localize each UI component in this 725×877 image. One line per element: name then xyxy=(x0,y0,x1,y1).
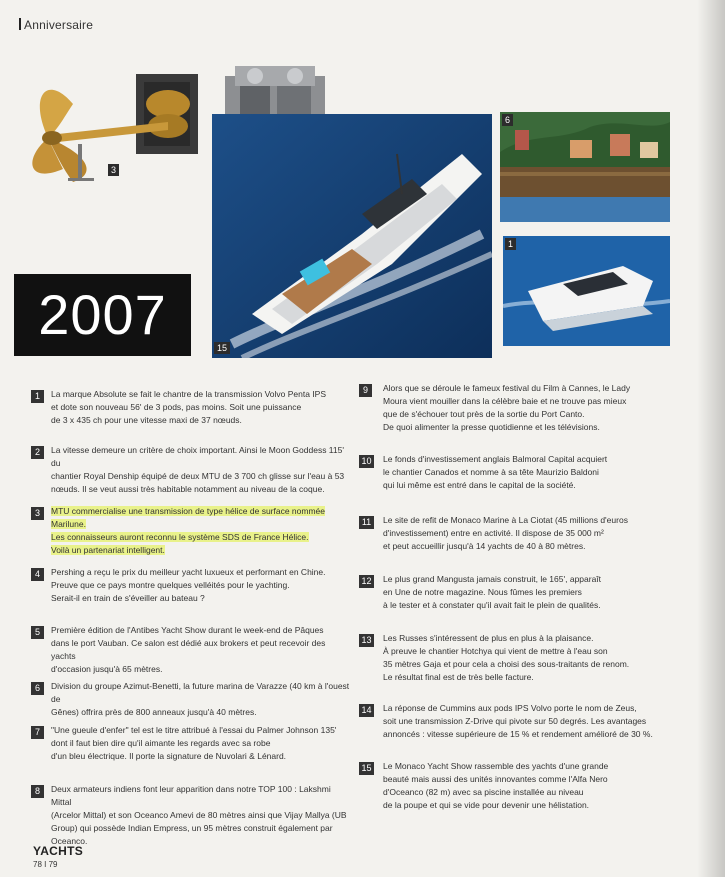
image-badge: 3 xyxy=(108,164,119,176)
image-badge: 1 xyxy=(505,238,516,250)
item-number: 3 xyxy=(31,507,44,520)
item-text: La marque Absolute se fait le chantre de la transmission Volvo Penta IPS et dote son nouveau 56' de 3 pods, pas moins. Soit une puissance de 3 x 435 ch pour une vitesse maxi de 37 nœuds. xyxy=(51,389,326,425)
section-label: Anniversaire xyxy=(19,18,93,32)
item-number: 2 xyxy=(31,446,44,459)
item-text: Division du groupe Azimut-Benetti, la future marina de Varazze (40 km à l'ouest de Gênes) offrira près de 800 anneaux jusqu'à 40 mètres. xyxy=(51,681,350,717)
item-number: 10 xyxy=(359,455,374,468)
propeller-image xyxy=(18,64,198,194)
item-number: 15 xyxy=(359,762,374,775)
item-number: 1 xyxy=(31,390,44,403)
item-number: 11 xyxy=(359,516,374,529)
yacht-aerial-image xyxy=(212,114,492,358)
item-text: Alors que se déroule le fameux festival du Film à Cannes, le Lady Moura vient mouiller dans la célèbre baie et ne trouve pas mieux que de s'échouer tout près de la sortie du Port Canto. De quoi alimenter la presse quotidienne et les télévisions. xyxy=(383,383,631,432)
item-number: 7 xyxy=(31,726,44,739)
item-number: 14 xyxy=(359,704,374,717)
item-text: Les Russes s'intéressent de plus en plus à la plaisance. À preuve le chantier Hotchya qui vient de mettre à l'eau son 35 mètres Gaja et pour cela a choisi des sous-traitants de renom. Le résultat final est de très belle facture. xyxy=(383,633,630,682)
image-badge: 15 xyxy=(214,342,230,354)
item-text: Deux armateurs indiens font leur apparition dans notre TOP 100 : Lakshmi Mittal (Arcelor Mittal) et son Oceanco Amevi de 80 mètres ainsi que Vijay Mallya (UB Group) qui possède Indian Empress, un 95 mètres construit également par Oceanco. xyxy=(51,784,347,846)
item-text: Le site de refit de Monaco Marine à La Ciotat (45 millions d'euros d'investissement) entre en activité. Il dispose de 35 000 m² et peut accueillir jusqu'à 14 yachts de 40 à 80 mètres. xyxy=(383,515,628,551)
magazine-brand: YACHTS xyxy=(33,844,84,858)
item-text: Pershing a reçu le prix du meilleur yacht luxueux et performant en Chine. Preuve que ce pays montre quelques velléités pour le yachting. Serait-il en train de s'éveiller au bateau ? xyxy=(51,567,326,603)
item-text: Première édition de l'Antibes Yacht Show durant le week-end de Pâques dans le port Vauban. Ce salon est dédié aux brokers et peut recevoir des yachts d'occasion jusqu'à 65 mètres. xyxy=(51,625,326,674)
item-number: 13 xyxy=(359,634,374,647)
item-text: Le plus grand Mangusta jamais construit, le 165', apparaît en Une de notre magazine. Nous fûmes les premiers à le tester et à constater qu'il avait fait le plein de qualités. xyxy=(383,574,602,610)
item-number: 4 xyxy=(31,568,44,581)
image-badge: 6 xyxy=(502,114,513,126)
year-heading: 2007 xyxy=(14,274,191,356)
item-number: 5 xyxy=(31,626,44,639)
item-text: Le fonds d'investissement anglais Balmoral Capital acquiert le chantier Canados et nomme à sa tête Maurizio Baldoni qui lui même est entré dans le capital de la société. xyxy=(383,454,608,490)
speedboat-image xyxy=(503,236,670,346)
item-text: "Une gueule d'enfer" tel est le titre attribué à l'essai du Palmer Johnson 135' dont il faut bien dire qu'il aimante les regards avec sa robe d'un bleu électrique. Il porte la signature de Nuvolari & Lénard. xyxy=(51,725,337,761)
item-number: 9 xyxy=(359,384,372,397)
item-number: 12 xyxy=(359,575,374,588)
marina-villa-image xyxy=(500,112,670,222)
item-text: MTU commercialise une transmission de type hélice de surface nommée Marilune. Les connaisseurs auront reconnu le système SDS de France Hélice. Voilà un partenariat intelligent. xyxy=(51,506,326,555)
item-text: La réponse de Cummins aux pods IPS Volvo porte le nom de Zeus, soit une transmission Z-Drive qui pivote sur 50 degrés. Les avantages annoncés : vitesse supérieure de 15 % et rendement amélioré de 30 %. xyxy=(383,703,653,739)
page-numbers: 78 I 79 xyxy=(33,860,58,869)
item-text: La vitesse demeure un critère de choix important. Ainsi le Moon Goddess 115' du chantier Royal Denship équipé de deux MTU de 3 700 ch glisse sur l'eau à 53 nœuds. Il se veut aussi très habitable notamment au niveau de la coque. xyxy=(51,445,345,494)
item-number: 6 xyxy=(31,682,44,695)
item-number: 8 xyxy=(31,785,44,798)
item-text: Le Monaco Yacht Show rassemble des yachts d'une grande beauté mais aussi des unités innovantes comme l'Alfa Nero d'Oceanco (82 m) avec sa piscine installée au niveau de la poupe et qui se vide pour devenir une hélistation. xyxy=(383,761,609,810)
page-gutter-shadow xyxy=(697,0,725,877)
